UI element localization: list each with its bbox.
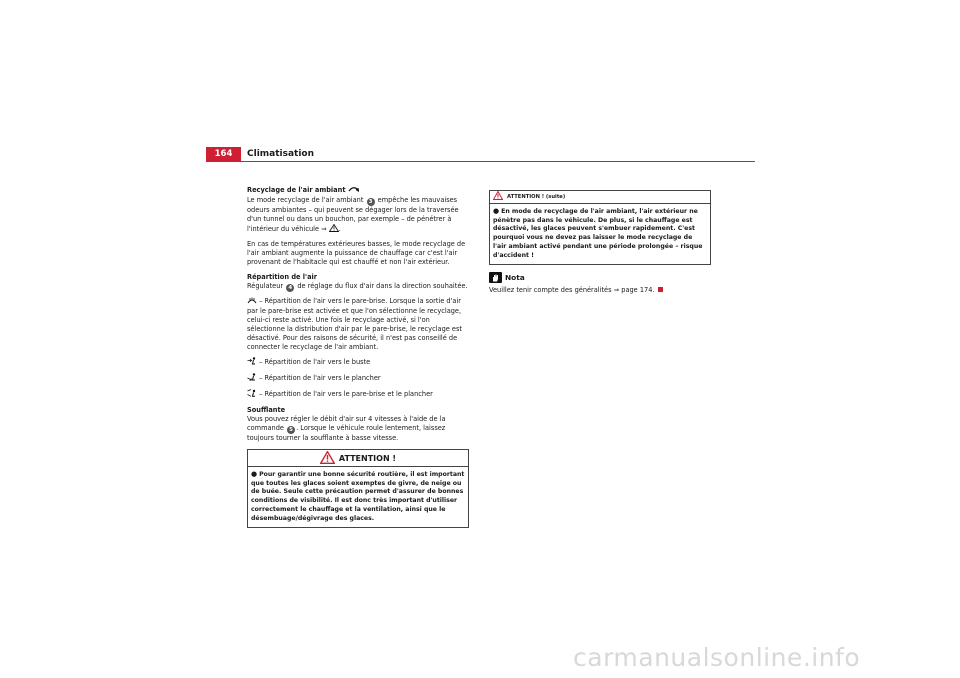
distribution-intro-b: de réglage du flux d'air dans la direction souhaitée. [297,282,468,290]
note-hand-icon [489,272,502,283]
recycle-p1-text-c: . [338,225,341,233]
header-rule [206,161,755,162]
warning-body [248,467,468,527]
right-column [489,190,711,300]
warning-continued-box [489,190,711,265]
section-distribution [247,273,469,400]
blower-text-b: . Lorsque le véhicule roule lentement, laissez toujours tourner la soufflante à basse vitesse. [247,424,446,442]
distribution-intro-a: Régulateur [247,282,284,290]
warning-continued-body [490,204,710,264]
warning-text: Pour garantir une bonne sécurité routière, il est important que toutes les glaces soient exemptes de givre, de neige ou de buée. Seule cette précaution permet d'assurer de bonnes conditions de visibilité. Il est donc très important d'utiliser correctement le chauffage et la ventilation, ainsi que le désembuage/dégivrage des glaces. [251,471,465,522]
section-recycle [247,186,469,267]
bullet-dot: ● [251,470,258,478]
windscreen-footwell-airflow-icon [247,389,257,400]
warning-triangle-icon [329,224,339,235]
blower-paragraph [247,415,469,443]
warning-title: ATTENTION ! [338,453,397,463]
warning-continued-text: En mode de recyclage de l'air ambiant, l'air extérieur ne pénètre pas dans le véhicule. De plus, si le chauffage est désactivé, les glaces peuvent s'embuer rapidement. C'est pourquoi vous ne devez pas laisser le mode recyclage de l'air ambiant activé pendant une période prolongée – risque d'accident ! [493,208,703,259]
warning-triangle-icon [320,451,335,466]
upper-body-airflow-icon [247,357,257,368]
note-text: Veuillez tenir compte des généralités ⇒ page 174. [489,286,655,295]
distribution-item-upper-body [247,357,469,368]
warning-box [247,449,469,528]
recirculation-arrow-icon [348,186,359,196]
bullet-dot: ● [493,207,500,215]
watermark: carmanualsonline.info [573,643,861,672]
distribution-item-footwell-text: – Répartition de l'air vers le plancher [259,374,381,382]
section-end-mark [658,287,663,292]
warning-continued-header [490,191,710,204]
control-badge-4: 4 [286,284,294,292]
recycle-p1-text-a: Le mode recyclage de l'air ambiant [247,196,364,204]
warning-triangle-icon [493,191,503,204]
recycle-paragraph-1 [247,196,469,235]
note-heading [489,272,711,283]
recycle-heading [247,186,469,196]
distribution-heading: Répartition de l'air [247,273,318,281]
chapter-title: Climatisation [247,149,315,159]
left-column [247,186,469,528]
recycle-heading-text: Recyclage de l'air ambiant [247,186,346,194]
warning-header [248,450,468,467]
control-badge-5: 5 [287,426,295,434]
blower-heading: Soufflante [247,406,286,414]
control-badge-3: 3 [367,198,375,206]
windscreen-airflow-icon [247,297,257,307]
distribution-item-windscreen-footwell [247,389,469,400]
distribution-item-windscreen-text: – Répartition de l'air vers le pare-brise. Lorsque la sortie d'air par le pare-brise est activée et que l'on sélectionne le recyclage, celui-ci reste activé. Une fois le recyclage activé, si l'on sélectionne la distribution d'air par le pare-brise, le recyclage est désactivé. Pour des raisons de sécurité, il n'est pas conseillé de connecter le recyclage de l'air ambiant. [247,297,462,351]
note-title: Nota [505,273,525,283]
blower-text-a: Vous pouvez régler le débit d'air sur 4 vitesses à l'aide de la commande [247,415,446,432]
recycle-p1-text-b: empêche les mauvaises odeurs ambiantes – qui peuvent se dégager lors de la traversée d'un tunnel ou dans un bouchon, par exemple – de pénétrer à l'intérieur du véhicule ⇒ [247,196,459,233]
recycle-paragraph-2: En cas de températures extérieures basses, le mode recyclage de l'air ambiant augmente la puissance de chauffage car c'est l'air provenant de l'habitacle qui est chauffé et non l'air extérieur. [247,240,466,266]
distribution-item-windscreen [247,297,469,352]
page-number: 164 [206,147,241,161]
distribution-intro [247,282,469,292]
distribution-item-upper-body-text: – Répartition de l'air vers le buste [259,358,371,366]
distribution-item-windscreen-footwell-text: – Répartition de l'air vers le pare-brise et le plancher [259,390,433,398]
footwell-airflow-icon [247,373,257,384]
distribution-item-footwell [247,373,469,384]
note-paragraph [489,286,711,295]
section-blower [247,406,469,443]
warning-continued-title: ATTENTION ! (suite) [507,193,566,200]
